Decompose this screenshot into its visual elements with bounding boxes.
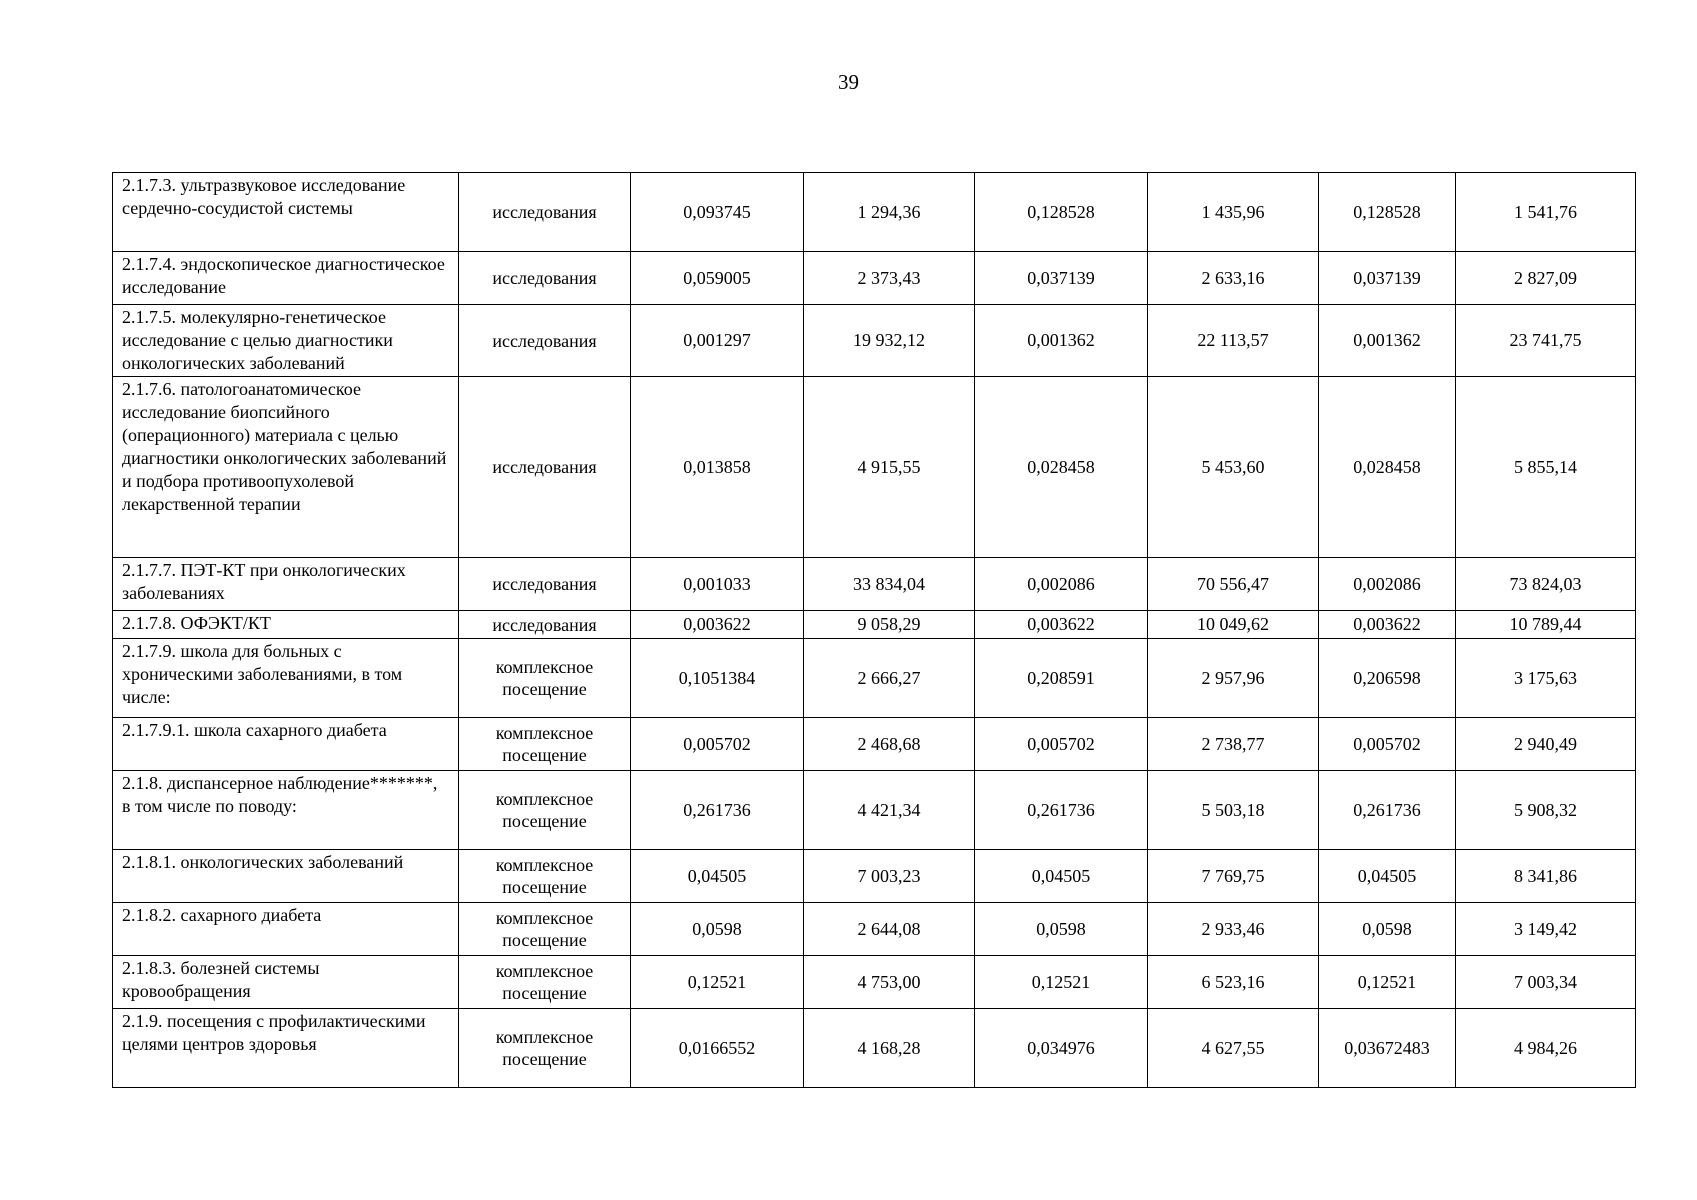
table-row <box>113 252 1636 305</box>
table-row <box>113 639 1636 718</box>
table-row <box>113 558 1636 611</box>
row-value-cell: 4 753,00 <box>804 956 975 1009</box>
row-value-cell: 0,03672483 <box>1319 1009 1456 1088</box>
row-value-cell: 0,002086 <box>975 558 1148 611</box>
row-value-cell: 2 644,08 <box>804 903 975 956</box>
table-row <box>113 956 1636 1009</box>
row-value-cell: 0,128528 <box>975 173 1148 252</box>
row-value-cell: 2 827,09 <box>1456 252 1636 305</box>
row-value-cell: 7 769,75 <box>1148 850 1319 903</box>
row-name-cell: 2.1.8.1. онкологических заболеваний <box>113 850 459 903</box>
row-value-cell: 0,013858 <box>631 377 804 558</box>
row-value-cell: 22 113,57 <box>1148 305 1319 377</box>
row-unit-cell: комплексное посещение <box>459 639 631 718</box>
row-value-cell: 4 915,55 <box>804 377 975 558</box>
row-unit-cell: комплексное посещение <box>459 1009 631 1088</box>
table-row <box>113 903 1636 956</box>
row-value-cell: 2 933,46 <box>1148 903 1319 956</box>
row-value-cell: 4 984,26 <box>1456 1009 1636 1088</box>
row-value-cell: 0,005702 <box>975 718 1148 771</box>
table-row <box>113 1009 1636 1088</box>
row-value-cell: 3 175,63 <box>1456 639 1636 718</box>
row-name-cell: 2.1.8. диспансерное наблюдение*******, в том числе по поводу: <box>113 771 459 850</box>
row-name-cell: 2.1.7.4. эндоскопическое диагностическое исследование <box>113 252 459 305</box>
row-value-cell: 0,0598 <box>631 903 804 956</box>
row-value-cell: 33 834,04 <box>804 558 975 611</box>
row-value-cell: 5 855,14 <box>1456 377 1636 558</box>
row-value-cell: 0,003622 <box>631 611 804 639</box>
row-value-cell: 73 824,03 <box>1456 558 1636 611</box>
row-value-cell: 0,04505 <box>1319 850 1456 903</box>
table-row <box>113 771 1636 850</box>
row-value-cell: 9 058,29 <box>804 611 975 639</box>
row-value-cell: 7 003,23 <box>804 850 975 903</box>
row-value-cell: 0,04505 <box>631 850 804 903</box>
row-value-cell: 0,1051384 <box>631 639 804 718</box>
row-value-cell: 0,001362 <box>975 305 1148 377</box>
row-unit-cell: исследования <box>459 252 631 305</box>
row-value-cell: 0,059005 <box>631 252 804 305</box>
row-unit-cell: комплексное посещение <box>459 850 631 903</box>
row-value-cell: 10 789,44 <box>1456 611 1636 639</box>
row-value-cell: 0,261736 <box>1319 771 1456 850</box>
row-value-cell: 0,028458 <box>1319 377 1456 558</box>
page-number: 39 <box>838 70 859 94</box>
row-value-cell: 0,034976 <box>975 1009 1148 1088</box>
row-unit-cell: комплексное посещение <box>459 718 631 771</box>
row-value-cell: 0,001362 <box>1319 305 1456 377</box>
row-name-cell: 2.1.7.3. ультразвуковое исследование сердечно-сосудистой системы <box>113 173 459 252</box>
row-name-cell: 2.1.7.8. ОФЭКТ/КТ <box>113 611 459 639</box>
row-value-cell: 0,001033 <box>631 558 804 611</box>
row-value-cell: 0,037139 <box>1319 252 1456 305</box>
row-unit-cell: исследования <box>459 611 631 639</box>
data-table <box>112 172 1636 1088</box>
row-value-cell: 0,12521 <box>975 956 1148 1009</box>
table-row <box>113 611 1636 639</box>
row-value-cell: 0,208591 <box>975 639 1148 718</box>
row-value-cell: 4 421,34 <box>804 771 975 850</box>
table-row <box>113 718 1636 771</box>
row-value-cell: 0,04505 <box>975 850 1148 903</box>
row-value-cell: 70 556,47 <box>1148 558 1319 611</box>
row-value-cell: 5 908,32 <box>1456 771 1636 850</box>
row-value-cell: 0,0598 <box>1319 903 1456 956</box>
row-name-cell: 2.1.7.7. ПЭТ-КТ при онкологических заболеваниях <box>113 558 459 611</box>
row-value-cell: 2 666,27 <box>804 639 975 718</box>
row-value-cell: 8 341,86 <box>1456 850 1636 903</box>
row-value-cell: 0,261736 <box>975 771 1148 850</box>
row-value-cell: 2 940,49 <box>1456 718 1636 771</box>
row-value-cell: 19 932,12 <box>804 305 975 377</box>
row-value-cell: 1 541,76 <box>1456 173 1636 252</box>
row-value-cell: 0,0598 <box>975 903 1148 956</box>
row-value-cell: 5 453,60 <box>1148 377 1319 558</box>
table-body <box>113 173 1636 1088</box>
row-name-cell: 2.1.7.5. молекулярно-генетическое исследование с целью диагностики онкологических заболеваний <box>113 305 459 377</box>
row-value-cell: 0,037139 <box>975 252 1148 305</box>
row-value-cell: 1 294,36 <box>804 173 975 252</box>
row-value-cell: 23 741,75 <box>1456 305 1636 377</box>
row-unit-cell: комплексное посещение <box>459 903 631 956</box>
row-unit-cell: исследования <box>459 173 631 252</box>
row-name-cell: 2.1.7.9. школа для больных с хроническими заболеваниями, в том числе: <box>113 639 459 718</box>
row-value-cell: 2 738,77 <box>1148 718 1319 771</box>
row-unit-cell: исследования <box>459 558 631 611</box>
row-unit-cell: комплексное посещение <box>459 771 631 850</box>
row-value-cell: 5 503,18 <box>1148 771 1319 850</box>
row-unit-cell: исследования <box>459 377 631 558</box>
row-value-cell: 0,005702 <box>1319 718 1456 771</box>
table-row <box>113 850 1636 903</box>
row-value-cell: 2 957,96 <box>1148 639 1319 718</box>
table-row <box>113 173 1636 252</box>
row-name-cell: 2.1.8.3. болезней системы кровообращения <box>113 956 459 1009</box>
row-value-cell: 4 627,55 <box>1148 1009 1319 1088</box>
row-value-cell: 0,206598 <box>1319 639 1456 718</box>
row-value-cell: 3 149,42 <box>1456 903 1636 956</box>
row-value-cell: 7 003,34 <box>1456 956 1636 1009</box>
row-value-cell: 1 435,96 <box>1148 173 1319 252</box>
row-value-cell: 0,005702 <box>631 718 804 771</box>
row-value-cell: 0,128528 <box>1319 173 1456 252</box>
table-row <box>113 305 1636 377</box>
row-value-cell: 0,12521 <box>631 956 804 1009</box>
row-value-cell: 0,003622 <box>1319 611 1456 639</box>
row-value-cell: 0,002086 <box>1319 558 1456 611</box>
row-name-cell: 2.1.7.9.1. школа сахарного диабета <box>113 718 459 771</box>
row-value-cell: 4 168,28 <box>804 1009 975 1088</box>
row-value-cell: 6 523,16 <box>1148 956 1319 1009</box>
row-value-cell: 0,001297 <box>631 305 804 377</box>
row-value-cell: 2 373,43 <box>804 252 975 305</box>
row-name-cell: 2.1.8.2. сахарного диабета <box>113 903 459 956</box>
row-unit-cell: комплексное посещение <box>459 956 631 1009</box>
row-value-cell: 2 468,68 <box>804 718 975 771</box>
row-value-cell: 0,093745 <box>631 173 804 252</box>
row-value-cell: 0,028458 <box>975 377 1148 558</box>
row-name-cell: 2.1.9. посещения с профилактическими целями центров здоровья <box>113 1009 459 1088</box>
row-value-cell: 0,12521 <box>1319 956 1456 1009</box>
row-unit-cell: исследования <box>459 305 631 377</box>
row-value-cell: 10 049,62 <box>1148 611 1319 639</box>
row-name-cell: 2.1.7.6. патологоанатомическое исследование биопсийного (операционного) материала с целью диагностики онкологических заболеваний и подбора противоопухолевой лекарственной терапии <box>113 377 459 558</box>
row-value-cell: 0,003622 <box>975 611 1148 639</box>
row-value-cell: 0,0166552 <box>631 1009 804 1088</box>
table-row <box>113 377 1636 558</box>
row-value-cell: 2 633,16 <box>1148 252 1319 305</box>
row-value-cell: 0,261736 <box>631 771 804 850</box>
